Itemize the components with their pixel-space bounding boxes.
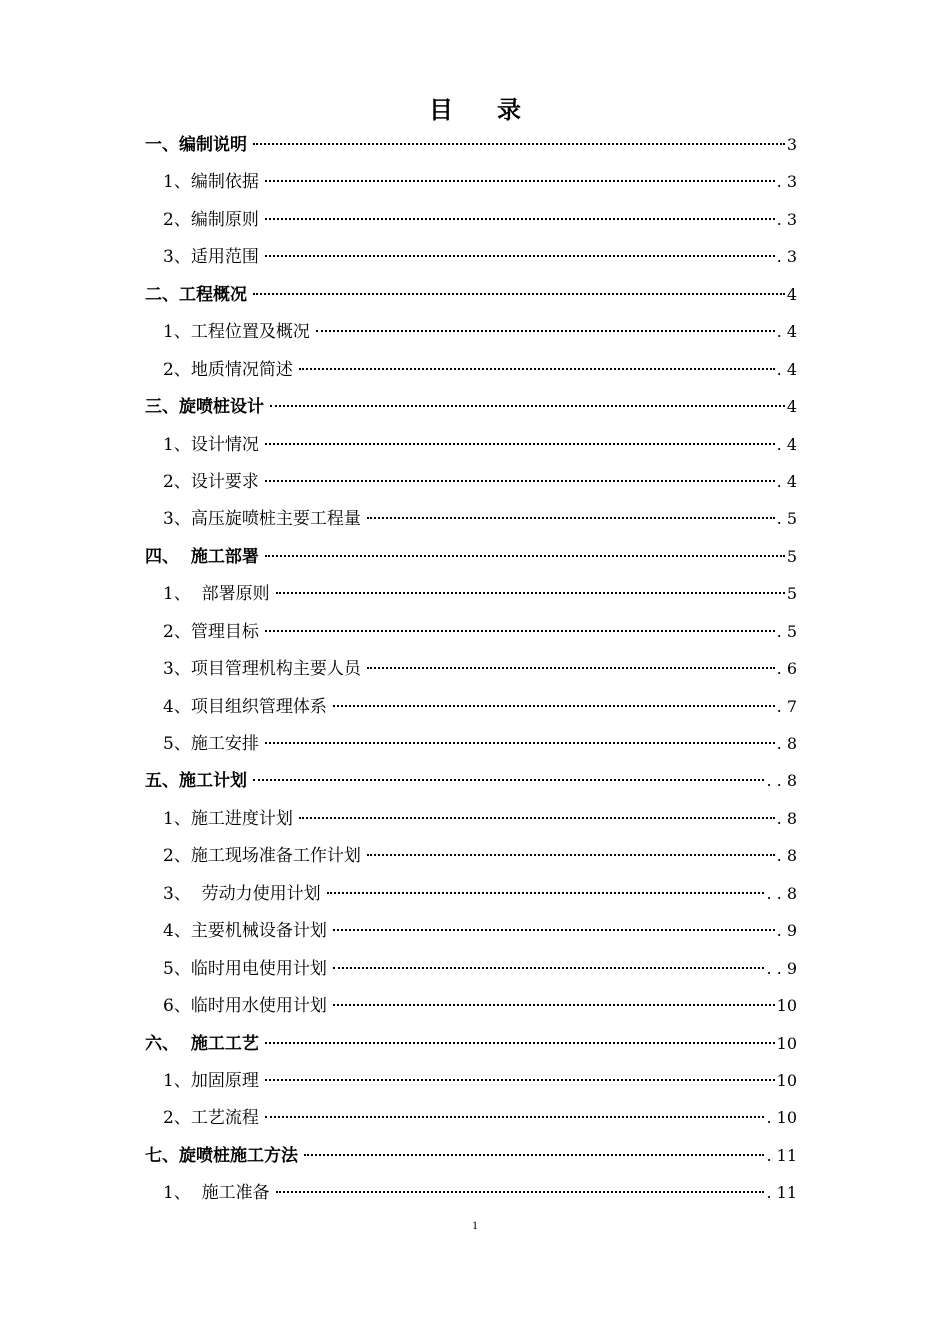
toc-entry-page: . 8 [776,734,797,753]
toc-title: 目录 [429,96,565,124]
toc-subsection-entry[interactable] [145,463,797,500]
toc-entry-label: 2、管理目标 [163,621,259,642]
toc-entry-label: 2、施工现场准备工作计划 [163,846,361,867]
toc-subsection-entry[interactable] [145,351,797,388]
toc-subsection-entry[interactable] [145,238,797,275]
toc-entry-page: . 11 [766,1183,797,1203]
toc-dot-leader [253,777,764,781]
toc-entry-label: 1、 部署原则 [163,584,270,605]
toc-entry-label: 1、工程位置及概况 [163,322,310,343]
toc-entry-label: 4、主要机械设备计划 [163,921,327,942]
toc-subsection-entry[interactable] [145,688,797,725]
toc-dot-leader [299,815,775,819]
toc-subsection-entry[interactable] [145,650,797,687]
toc-section-entry[interactable] [145,126,797,163]
toc-entry-label: 一、编制说明 [145,135,247,155]
toc-dot-leader [367,515,775,519]
toc-entry-page: . 5 [776,621,797,641]
toc-entry-label: 2、设计要求 [163,471,259,492]
toc-dot-leader [265,441,775,445]
toc-entry-label: 1、设计情况 [163,434,259,455]
toc-entry-page: . 4 [776,322,797,342]
toc-section-entry[interactable] [145,388,797,425]
toc-dot-leader [299,366,775,370]
toc-entry-page: 4 [786,284,797,304]
toc-dot-leader [265,1077,775,1081]
toc-entry-page: . 9 [776,921,797,941]
toc-entry-page: . 4 [776,434,797,454]
toc-entry-label: 2、工艺流程 [163,1108,259,1129]
toc-entry-page: . 3 [776,172,797,192]
toc-entry-label: 1、 施工准备 [163,1183,270,1204]
toc-entry-page: 10 [776,1070,797,1090]
toc-subsection-entry[interactable] [145,1174,797,1211]
toc-subsection-entry[interactable] [145,950,797,987]
toc-entry-page: 5 [786,546,797,566]
toc-subsection-entry[interactable] [145,575,797,612]
toc-section-entry[interactable] [145,1025,797,1062]
toc-entry-label: 3、项目管理机构主要人员 [163,659,361,680]
toc-dot-leader [270,403,785,407]
toc-dot-leader [265,1114,765,1118]
toc-dot-leader [265,628,775,632]
toc-entry-label: 三、旋喷桩设计 [145,397,264,418]
toc-entry-page: 3 [786,135,797,154]
toc-subsection-entry[interactable] [145,163,797,200]
toc-subsection-entry[interactable] [145,613,797,650]
toc-subsection-entry[interactable] [145,1099,797,1136]
toc-entry-label: 二、工程概况 [145,284,247,305]
toc-entry-label: 2、地质情况简述 [163,359,293,380]
toc-entry-page: . 11 [766,1145,797,1165]
toc-subsection-entry[interactable] [145,912,797,949]
toc-dot-leader [265,553,785,557]
toc-entry-label: 3、高压旋喷桩主要工程量 [163,509,361,530]
toc-dot-leader [265,478,775,482]
toc-subsection-entry[interactable] [145,875,797,912]
toc-entry-label: 3、适用范围 [163,247,259,268]
toc-entry-page: . . 9 [766,958,797,978]
toc-dot-leader [304,1152,764,1156]
toc-entry-label: 5、临时用电使用计划 [163,958,327,979]
toc-dot-leader [367,665,775,669]
toc-entry-page: . 10 [766,1108,797,1128]
toc-subsection-entry[interactable] [145,987,797,1024]
toc-entry-page: 10 [776,996,797,1016]
toc-dot-leader [276,590,785,594]
toc-section-entry[interactable] [145,1137,797,1174]
toc-section-entry[interactable] [145,538,797,575]
toc-entry-label: 4、项目组织管理体系 [163,696,327,717]
toc-subsection-entry[interactable] [145,201,797,238]
toc-dot-leader [316,328,775,332]
toc-entry-page: 5 [786,584,797,604]
toc-dot-leader [333,927,775,931]
toc-entry-page: 10 [776,1033,797,1053]
toc-entry-page: . . 8 [766,883,797,903]
toc-entry-label: 2、编制原则 [163,209,259,230]
toc-dot-leader [265,253,775,257]
toc-dot-leader [333,965,765,969]
table-of-contents [145,126,797,1212]
toc-entry-page: . 6 [776,659,797,679]
toc-entry-page: . 4 [776,359,797,379]
toc-entry-page: 4 [786,397,797,417]
toc-dot-leader [253,141,785,145]
toc-entry-page: . 8 [776,808,797,828]
toc-entry-label: 5、施工安排 [163,734,259,754]
toc-section-entry[interactable] [145,762,797,799]
toc-entry-label: 四、 施工部署 [145,546,259,567]
toc-entry-label: 七、旋喷桩施工方法 [145,1145,298,1166]
toc-dot-leader [367,852,775,856]
toc-entry-page: . . 8 [766,771,797,791]
toc-entry-label: 1、施工进度计划 [163,808,293,829]
toc-dot-leader [253,291,785,295]
toc-entry-page: . 3 [776,209,797,229]
toc-entry-page: . 5 [776,509,797,529]
toc-subsection-entry[interactable] [145,725,797,762]
toc-dot-leader [265,1040,775,1044]
toc-entry-page: . 4 [776,471,797,491]
toc-subsection-entry[interactable] [145,800,797,837]
toc-entry-label: 6、临时用水使用计划 [163,996,327,1017]
toc-entry-label: 六、 施工工艺 [145,1033,259,1054]
toc-dot-leader [265,740,775,744]
toc-dot-leader [327,890,765,894]
page-number: 1 [472,1218,478,1232]
toc-section-entry[interactable] [145,276,797,313]
toc-entry-label: 五、施工计划 [145,771,247,792]
toc-entry-label: 3、 劳动力使用计划 [163,883,321,904]
toc-subsection-entry[interactable] [145,1062,797,1099]
toc-entry-page: . 7 [776,696,797,716]
toc-subsection-entry[interactable] [145,837,797,874]
toc-dot-leader [265,216,775,220]
toc-dot-leader [265,178,775,182]
toc-entry-page: . 8 [776,846,797,866]
toc-subsection-entry[interactable] [145,313,797,350]
toc-dot-leader [333,1002,775,1006]
toc-dot-leader [333,703,775,707]
toc-entry-page: . 3 [776,247,797,267]
toc-entry-label: 1、加固原理 [163,1070,259,1091]
toc-subsection-entry[interactable] [145,500,797,537]
toc-dot-leader [276,1189,765,1193]
toc-entry-label: 1、编制依据 [163,172,259,193]
toc-subsection-entry[interactable] [145,426,797,463]
